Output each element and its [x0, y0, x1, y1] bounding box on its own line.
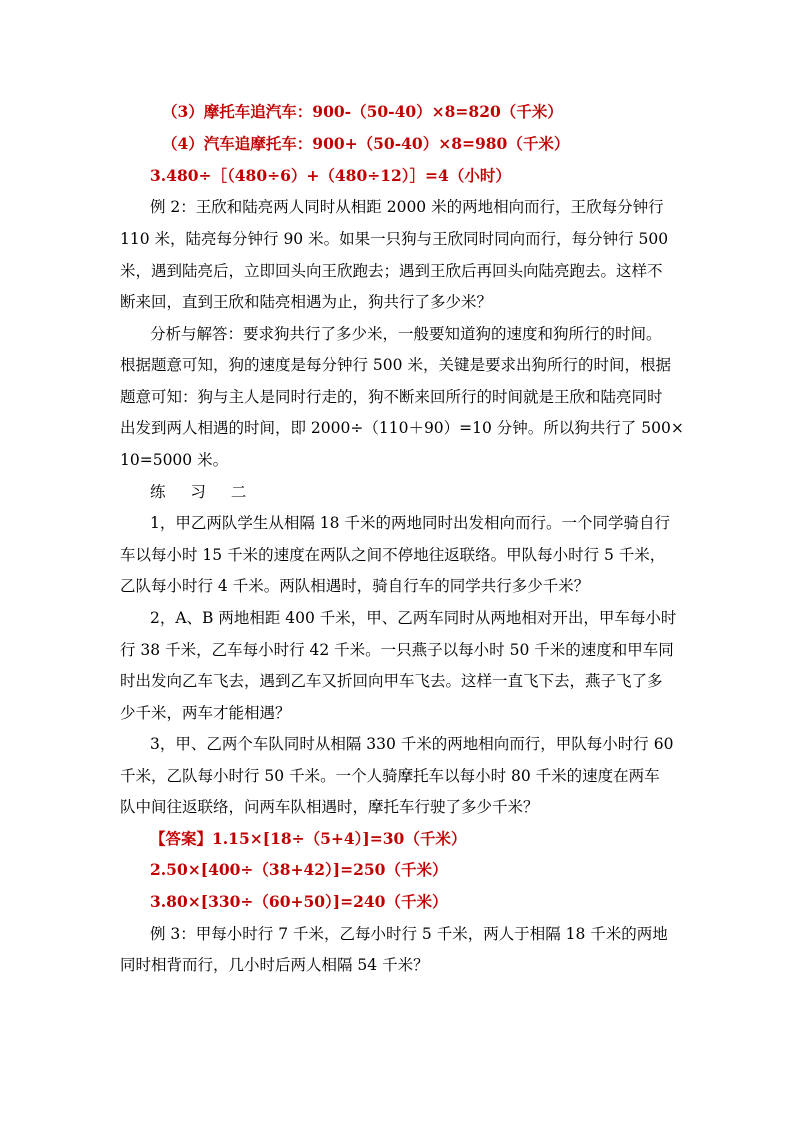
exercise-1-line-2: 车以每小时 15 千米的速度在两队之间不停地往返联络。甲队每小时行 5 千米， [120, 546, 666, 564]
analysis-line-1: 分析与解答：要求狗共行了多少米，一般要知道狗的速度和狗所行的时间。 [150, 325, 662, 343]
answer-block-line-3: 3.80×[330÷（60+50）]=240（千米） [150, 892, 448, 911]
answer-line-4: （4）汽车追摩托车：900+（50-40）×8=980（千米） [162, 134, 570, 153]
exercise-3-line-2: 千米，乙队每小时行 50 千米。一个人骑摩托车以每小时 80 千米的速度在两车 [120, 767, 660, 785]
example-2-line-2: 110 米，陆亮每分钟行 90 米。如果一只狗与王欣同时同向而行，每分钟行 500 [120, 230, 669, 248]
analysis-line-5: 10=5000 米。 [120, 451, 229, 469]
exercise-3-line-1: 3，甲、乙两个车队同时从相隔 330 千米的两地相向而行，甲队每小时行 60 [150, 735, 674, 753]
example-3-line-2: 同时相背而行，几小时后两人相隔 54 千米？ [120, 956, 429, 974]
exercise-2-line-3: 时出发向乙车飞去，遇到乙车又折回向甲车飞去。这样一直飞下去，燕子飞了多 [120, 672, 663, 690]
exercise-heading: 练 习 二 [150, 483, 257, 501]
example-3-line-1: 例 3：甲每小时行 7 千米，乙每小时行 5 千米，两人于相隔 18 千米的两地 [150, 925, 668, 943]
exercise-2-line-4: 少千米，两车才能相遇？ [120, 704, 291, 722]
analysis-line-2: 根据题意可知，狗的速度是每分钟行 500 米，关键是要求出狗所行的时间，根据 [120, 356, 671, 374]
answer-line-3: （3）摩托车追汽车：900-（50-40）×8=820（千米） [162, 102, 563, 121]
analysis-line-4: 出发到两人相遇的时间，即 2000÷（110＋90）=10 分钟。所以狗共行了 500× [120, 419, 684, 437]
answer-block-line-2: 2.50×[400÷（38+42）]=250（千米） [150, 860, 448, 879]
example-2-line-4: 断来回，直到王欣和陆亮相遇为止，狗共行了多少米？ [120, 293, 493, 311]
exercise-2-line-1: 2，A、B 两地相距 400 千米，甲、乙两车同时从两地相对开出，甲车每小时 [150, 609, 677, 627]
exercise-1-line-3: 乙队每小时行 4 千米。两队相遇时，骑自行车的同学共行多少千米？ [120, 577, 590, 595]
answer-block-line-1: 【答案】1.15×[18÷（5+4）]=30（千米） [150, 829, 467, 848]
example-2-line-1: 例 2：王欣和陆亮两人同时从相距 2000 米的两地相向而行，王欣每分钟行 [150, 198, 664, 216]
example-2-line-3: 米，遇到陆亮后，立即回头向王欣跑去；遇到王欣后再回头向陆亮跑去。这样不 [120, 262, 663, 280]
exercise-3-line-3: 队中间往返联络，问两车队相遇时，摩托车行驶了多少千米？ [120, 798, 539, 816]
answer-line-3-dot: 3.480÷［（480÷6）+（480÷12）］=4（小时） [150, 166, 511, 185]
exercise-2-line-2: 行 38 千米，乙车每小时行 42 千米。一只燕子以每小时 50 千米的速度和甲车同 [120, 641, 674, 659]
analysis-line-3: 题意可知：狗与主人是同时行走的，狗不断来回所行的时间就是王欣和陆亮同时 [120, 388, 663, 406]
exercise-1-line-1: 1，甲乙两队学生从相隔 18 千米的两地同时出发相向而行。一个同学骑自行 [150, 514, 670, 532]
